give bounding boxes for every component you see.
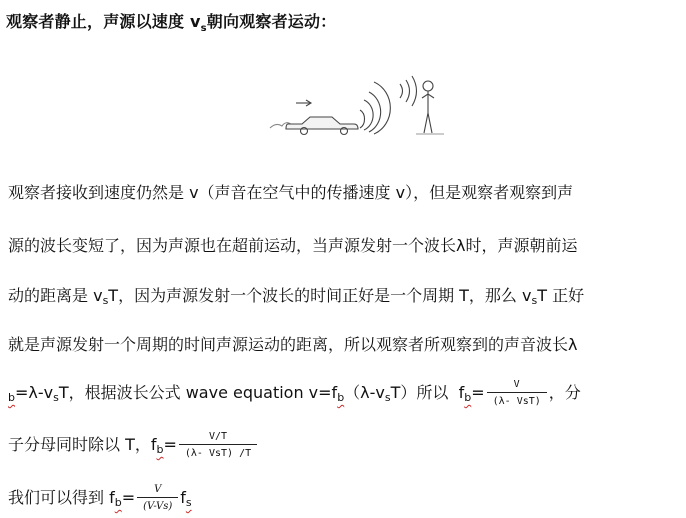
paragraph-line-2: 源的波长变短了，因为声源也在超前运动，当声源发射一个波长λ时，声源朝前运 <box>8 236 578 255</box>
title-text-end: 朝向观察者运动： <box>206 12 337 31</box>
paragraph-line-6: 子分母同时除以 T，$f_b=$ $\frac{V/T}{\text{(λ- VsT) /T}}$ <box>8 430 259 461</box>
paragraph-line-5: $_b=\lambda-v_sT$，根据波长公式 wave equation $v=f_b(\lambda-v_sT)$所以 $f_b=$ $\frac{V}{\text{(λ- VsT)}}$ ，分 <box>8 379 581 407</box>
fraction-1: $\frac{V}{\text{(λ- VsT)}}$ <box>487 378 547 409</box>
fraction-3: $\frac{V}{(V-Vs)}$ <box>137 483 178 514</box>
title-text: 观察者静止，声源以速度 v <box>6 12 201 31</box>
section-title <box>6 9 336 34</box>
paragraph-line-3: 动的距离是 $v_sT$，因为声源发射一个波长的时间正好是一个周期 T，那么 $v_sT$ 正好 <box>8 286 585 307</box>
fraction-2: $\frac{V/T}{\text{(λ- VsT) /T}}$ <box>179 430 257 461</box>
paragraph-line-1: 观察者接收到速度仍然是 v（声音在空气中的传播速度 v），但是观察者观察到声 <box>8 183 574 202</box>
paragraph-line-4: 就是声源发射一个周期的时间声源运动的距离，所以观察者所观察到的声音波长λ <box>8 335 578 354</box>
paragraph-line-7: 我们可以得到 $f_b=$ $\frac{V}{(V-Vs)}$ $f_s$ <box>8 484 192 512</box>
title-subscript: s <box>200 23 207 35</box>
doppler-illustration <box>266 68 456 140</box>
